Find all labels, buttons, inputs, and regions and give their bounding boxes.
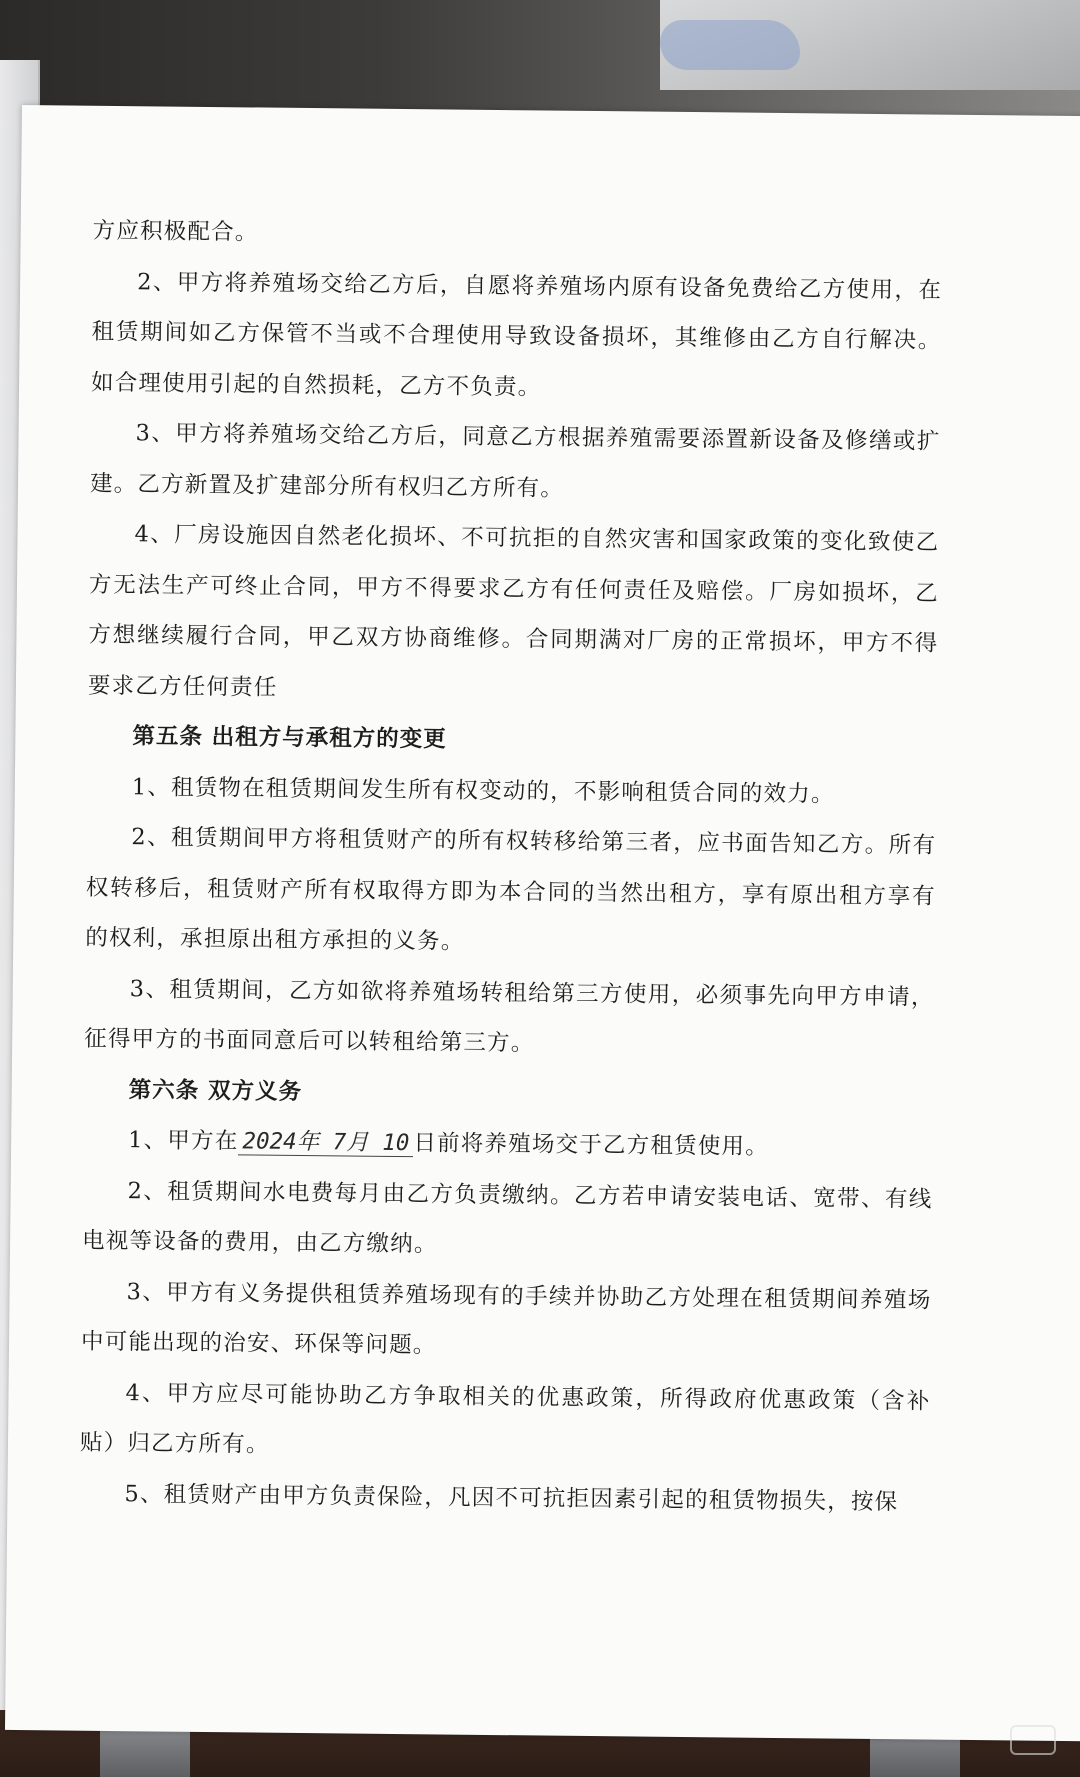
- clause-4-2: 2、甲方将养殖场交给乙方后，自愿将养殖场内原有设备免费给乙方使用，在租赁期间如乙方保管不当或不合理使用导致设备损坏，其维修由乙方自行解决。如合理使用引起的自然损耗，乙方不负责。: [90, 268, 943, 400]
- clause-6-5: 5、租赁财产由甲方负责保险，凡因不可抗拒因素引起的租赁物损失，按保: [124, 1480, 899, 1515]
- contract-page: [5, 105, 1080, 1741]
- clause-6-4: 4、甲方应尽可能协助乙方争取相关的优惠政策，所得政府优惠政策（含补贴）归乙方所有。: [79, 1379, 931, 1458]
- clause-6-1-after: 日前将养殖场交于乙方租赁使用。: [413, 1130, 770, 1160]
- clause-5-3: 3、租赁期间，乙方如欲将养殖场转租给第三方使用，必须事先向甲方申请，征得甲方的书面同意后可以转租给第三方。: [84, 975, 935, 1057]
- clause-5-1: 1、租赁物在租赁期间发生所有权变动的，不影响租赁合同的效力。: [131, 773, 835, 808]
- clause-4-3: 3、甲方将养殖场交给乙方后，同意乙方根据养殖需要添置新设备及修缮或扩建。乙方新置及扩建部分所有权归乙方所有。: [89, 420, 941, 502]
- article-5-heading: 第五条 出租方与承租方的变更: [132, 723, 447, 753]
- clause-4-4: 4、厂房设施因自然老化损坏、不可抗拒的自然灾害和国家政策的变化致使乙方无法生产可终止合同，甲方不得要求乙方有任何责任及赔偿。厂房如损坏，乙方想继续履行合同，甲乙双方协商维修。合同期满对厂房的正常损坏，甲方不得要求乙方任何责任: [87, 521, 940, 701]
- background-object: [660, 20, 800, 70]
- article-6-heading: 第六条 双方义务: [128, 1076, 303, 1105]
- contract-text: [79, 206, 943, 1528]
- clause-6-3: 3、甲方有义务提供租赁养殖场现有的手续并协助乙方处理在租赁期间养殖场中可能出现的治安、环保等问题。: [80, 1278, 932, 1359]
- clause-6-1-before: 1、甲方在: [128, 1127, 239, 1155]
- corner-watermark-icon: [1010, 1725, 1056, 1755]
- clause-5-2: 2、租赁期间甲方将租赁财产的所有权转移给第三者，应书面告知乙方。所有权转移后，租赁财产所有权取得方即为本合同的当然出租方，享有原出租方享有的权利，承担原出租方承担的义务。: [85, 824, 937, 955]
- clause-6-2: 2、租赁期间水电费每月由乙方负责缴纳。乙方若申请安装电话、宽带、有线电视等设备的费用，由乙方缴纳。: [81, 1177, 933, 1258]
- handwritten-date: 2024年 7月 10: [238, 1128, 413, 1157]
- clause-6-1: [83, 1115, 933, 1174]
- paragraph-continuation: 方应积极配合。: [92, 217, 259, 246]
